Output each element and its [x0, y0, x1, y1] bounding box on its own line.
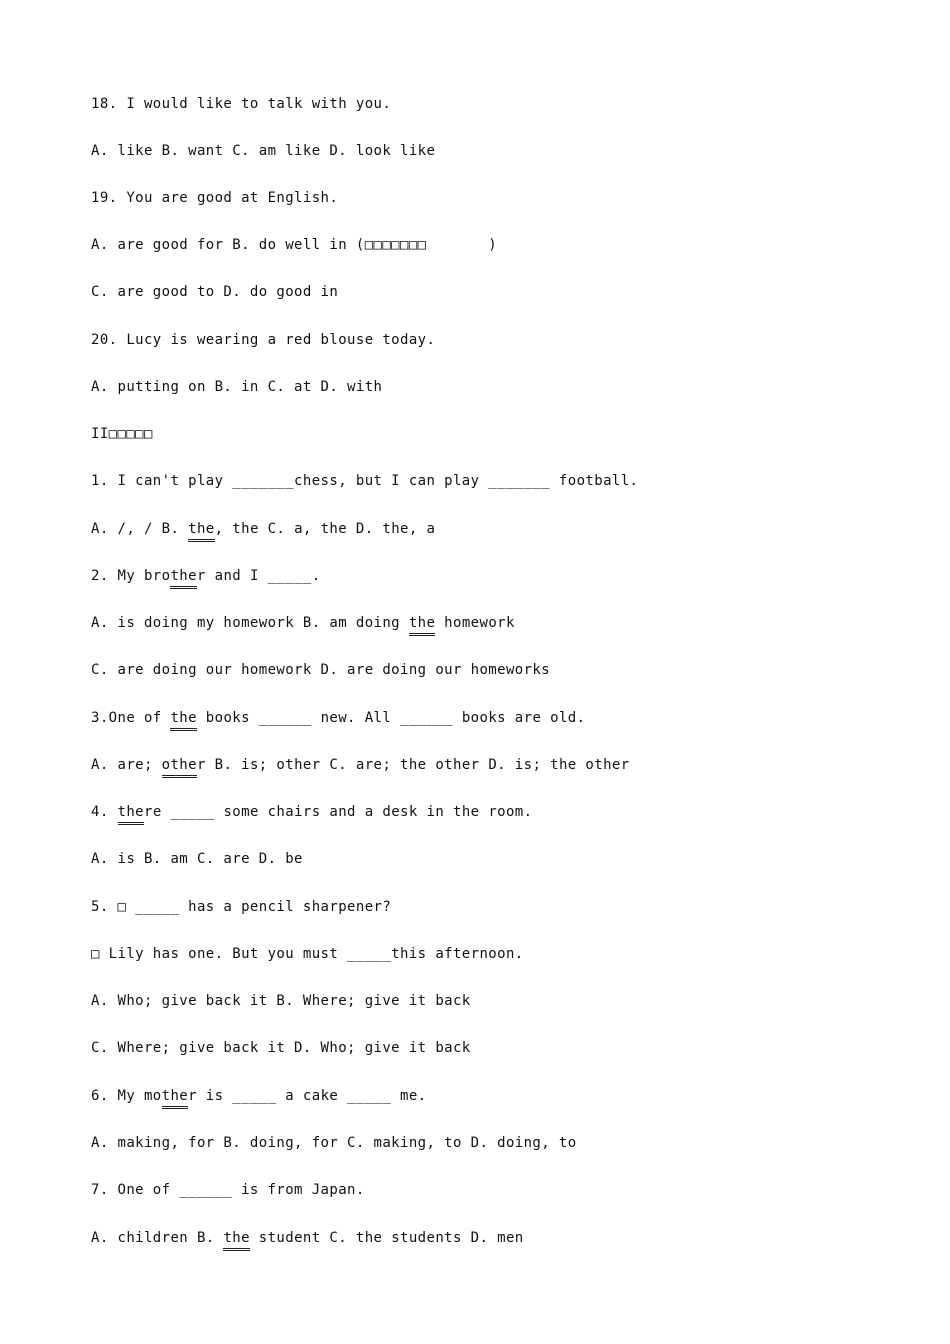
question-2: 2. My brother and I _____. [91, 568, 321, 584]
underlined-word: the [170, 568, 197, 584]
question-19-options-ab: A. are good for B. do well in (□□□□□□□ ) [91, 237, 498, 253]
underlined-word: the [408, 615, 436, 631]
question-4-options: A. is B. am C. are D. be [91, 851, 303, 867]
underlined-word: the [223, 1230, 250, 1246]
question-6-options: A. making, for B. doing, for C. making, to D. doing, to [91, 1135, 577, 1151]
question-2-options-cd: C. are doing our homework D. are doing our homeworks [91, 662, 551, 678]
question-18-options: A. like B. want C. am like D. look like [91, 143, 436, 159]
question-4: 4. there _____ some chairs and a desk in the room. [91, 804, 533, 820]
question-5-reply: □ Lily has one. But you must _____this afternoon. [91, 946, 524, 962]
question-5-options-ab: A. Who; give back it B. Where; give it back [91, 993, 471, 1009]
question-5: 5. □ _____ has a pencil sharpener? [91, 899, 392, 915]
question-1-options: A. /, / B. the, the C. a, the D. the, a [91, 521, 436, 537]
question-20: 20. Lucy is wearing a red blouse today. [91, 332, 436, 348]
question-20-options: A. putting on B. in C. at D. with [91, 379, 383, 395]
question-7-options: A. children B. the student C. the students D. men [91, 1230, 524, 1246]
question-19-options-cd: C. are good to D. do good in [91, 284, 339, 300]
question-1: 1. I can't play _______chess, but I can play _______ football. [91, 473, 639, 489]
question-2-options-ab: A. is doing my homework B. am doing the homework [91, 615, 515, 631]
section-heading: II□□□□□ [91, 426, 153, 442]
underlined-word: othe [161, 757, 197, 773]
underlined-word: the [188, 521, 215, 537]
question-3: 3.One of the books ______ new. All ______ books are old. [91, 710, 586, 726]
question-6: 6. My mother is _____ a cake _____ me. [91, 1088, 427, 1104]
underlined-word: the [161, 1088, 189, 1104]
question-5-options-cd: C. Where; give back it D. Who; give it back [91, 1040, 471, 1056]
underlined-word: the [170, 710, 197, 726]
underlined-word: the [117, 804, 144, 820]
question-18: 18. I would like to talk with you. [91, 96, 392, 112]
question-19: 19. You are good at English. [91, 190, 339, 206]
question-7: 7. One of ______ is from Japan. [91, 1182, 365, 1198]
question-3-options: A. are; other B. is; other C. are; the other D. is; the other [91, 757, 630, 773]
